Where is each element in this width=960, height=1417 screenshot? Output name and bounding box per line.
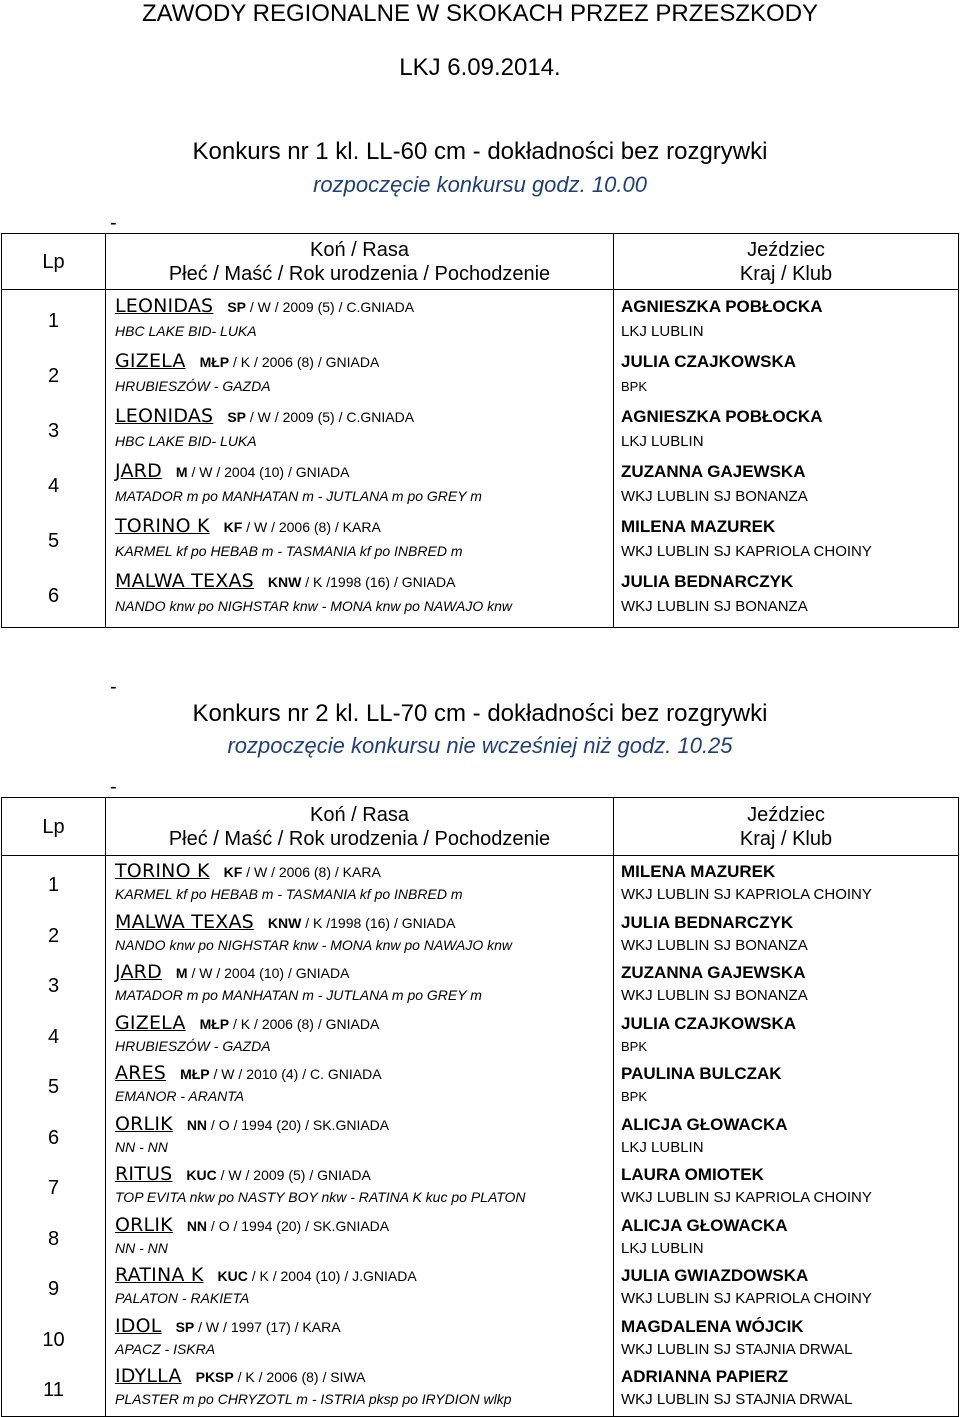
horse-entry xyxy=(106,1264,613,1315)
horse-pedigree: TOP EVITA nkw po NASTY BOY nkw - RATINA K kuc po PLATON xyxy=(115,1189,526,1205)
rider-name: LAURA OMIOTEK xyxy=(621,1165,764,1184)
horse-attributes: / K /1998 (16) / GNIADA xyxy=(301,914,456,931)
horse-line xyxy=(115,961,613,984)
horse-details xyxy=(196,1369,366,1385)
horse-name: IDYLLA xyxy=(115,1365,182,1387)
horse-attributes: / W / 2006 (8) / KARA xyxy=(242,864,381,880)
horse-entry xyxy=(106,569,613,624)
rider-entry xyxy=(614,1214,958,1265)
horse-pedigree: NANDO knw po NIGHSTAR knw - MONA knw po NAWAJO knw xyxy=(115,598,513,614)
event-date: LKJ 6.09.2014. xyxy=(399,54,561,81)
rider-club: WKJ LUBLIN SJ KAPRIOLA CHOINY xyxy=(621,886,872,903)
horse-details xyxy=(200,354,380,370)
horse-header-subtitle: Płeć / Maść / Rok urodzenia / Pochodzenie xyxy=(168,827,551,850)
horse-name: TORINO K xyxy=(115,515,210,537)
rider-name: ALICJA GŁOWACKA xyxy=(621,1114,788,1134)
horse-attributes: / W / 1997 (17) / KARA xyxy=(194,1318,341,1335)
horse-entry xyxy=(106,514,613,569)
horse-entry xyxy=(106,1315,613,1366)
table-header-row xyxy=(2,798,959,856)
entry-number: 6 xyxy=(47,1126,60,1149)
horse-name: RATINA K xyxy=(115,1264,204,1286)
rider-header xyxy=(614,234,959,290)
horse-header xyxy=(106,234,614,290)
horse-entry xyxy=(106,294,613,349)
breed-code: MŁP xyxy=(180,1066,210,1082)
rider-club: WKJ LUBLIN SJ KAPRIOLA CHOINY xyxy=(621,543,872,560)
rider-entry xyxy=(614,294,958,349)
horse-details xyxy=(187,1218,389,1234)
rider-entry xyxy=(614,961,958,1012)
horse-pedigree: PALATON - RAKIETA xyxy=(115,1290,250,1306)
rider-name: ALICJA GŁOWACKA xyxy=(621,1215,788,1235)
breed-code: SP xyxy=(227,409,247,425)
entry-number: 6 xyxy=(47,585,60,607)
rider-column xyxy=(614,856,959,1417)
horse-details xyxy=(227,409,414,425)
entry-number: 2 xyxy=(47,365,60,387)
horse-entry xyxy=(106,1012,613,1063)
horse-details xyxy=(227,299,414,315)
rider-entry xyxy=(614,459,958,514)
horse-details xyxy=(200,1016,380,1032)
rider-club: WKJ LUBLIN SJ BONANZA xyxy=(621,987,808,1004)
horse-attributes: / K / 2006 (8) / GNIADA xyxy=(229,1015,380,1032)
horse-pedigree: HRUBIESZÓW - GAZDA xyxy=(115,378,271,394)
horse-pedigree: PLASTER m po CHRYZOTL m - ISTRIA pksp po IRYDION wlkp xyxy=(115,1391,512,1407)
breed-code: KF xyxy=(223,864,243,880)
horse-attributes: / O / 1994 (20) / SK.GNIADA xyxy=(207,1217,390,1234)
horse-pedigree: HRUBIESZÓW - GAZDA xyxy=(115,1037,271,1054)
horse-line xyxy=(115,1062,613,1085)
horse-pedigree: NN - NN xyxy=(115,1138,168,1155)
entry-number: 3 xyxy=(47,420,60,442)
horse-name: IDOL xyxy=(115,1314,162,1337)
horse-details xyxy=(186,1167,370,1183)
horse-details xyxy=(176,965,350,981)
horse-entry xyxy=(106,349,613,404)
horse-header xyxy=(106,798,614,856)
rider-name: MILENA MAZUREK xyxy=(621,517,776,536)
dash-marker: - xyxy=(110,676,117,698)
horse-name: RITUS xyxy=(115,1163,173,1185)
horse-entry xyxy=(106,860,613,911)
horse-line xyxy=(115,514,613,539)
lp-header: Lp xyxy=(2,234,106,290)
horse-entry xyxy=(106,404,613,459)
rider-entry xyxy=(614,1264,958,1315)
horse-pedigree: HBC LAKE BID- LUKA xyxy=(115,323,257,339)
horse-attributes: / W / 2009 (5) / C.GNIADA xyxy=(246,299,415,315)
breed-code: NN xyxy=(186,1217,208,1234)
entry-number: 2 xyxy=(47,924,60,947)
horse-line xyxy=(115,860,613,883)
horse-line xyxy=(115,911,613,934)
horse-details xyxy=(224,519,381,535)
rider-club: LKJ LUBLIN xyxy=(621,323,704,340)
rider-name: MILENA MAZUREK xyxy=(621,862,776,881)
horse-line xyxy=(115,1012,613,1035)
entry-number: 4 xyxy=(47,1025,60,1048)
rider-header-subtitle: Kraj / Klub xyxy=(739,262,833,285)
horse-attributes: / O / 1994 (20) / SK.GNIADA xyxy=(207,1116,390,1133)
entry-number: 1 xyxy=(47,874,60,896)
rider-club: BPK xyxy=(621,379,648,394)
competition1-start-time: rozpoczęcie konkursu godz. 10.00 xyxy=(313,172,647,197)
rider-club: LKJ LUBLIN xyxy=(621,433,704,450)
lp-header: Lp xyxy=(2,798,106,856)
horse-pedigree: MATADOR m po MANHATAN m - JUTLANA m po GREY m xyxy=(115,987,482,1003)
entry-number: 5 xyxy=(47,530,60,552)
horse-attributes: / W / 2004 (10) / GNIADA xyxy=(187,965,350,981)
horse-header-title: Koń / Rasa xyxy=(310,803,409,826)
horse-details xyxy=(187,1117,389,1133)
horse-attributes: / W / 2010 (4) / C. GNIADA xyxy=(209,1066,382,1082)
rider-name: ZUZANNA GAJEWSKA xyxy=(621,462,806,481)
rider-entry xyxy=(614,1315,958,1366)
rider-header-title: Jeździec xyxy=(747,803,825,826)
horse-name: MALWA TEXAS xyxy=(115,910,254,933)
entry-number: 4 xyxy=(47,475,60,497)
horse-name: JARD xyxy=(115,460,162,482)
lp-column xyxy=(2,290,106,628)
rider-name: JULIA GWIAZDOWSKA xyxy=(621,1266,809,1285)
rider-name: MAGDALENA WÓJCIK xyxy=(621,1316,804,1336)
entry-number: 11 xyxy=(43,1379,64,1401)
rider-header-title: Jeździec xyxy=(747,238,825,261)
horse-entry xyxy=(106,1062,613,1113)
entry-number: 5 xyxy=(47,1076,60,1098)
rider-entry xyxy=(614,1062,958,1113)
horse-pedigree: NANDO knw po NIGHSTAR knw - MONA knw po NAWAJO knw xyxy=(115,936,513,953)
entry-number: 10 xyxy=(42,1328,65,1351)
rider-entry xyxy=(614,1163,958,1214)
horse-pedigree: HBC LAKE BID- LUKA xyxy=(115,433,257,449)
horse-name: ARES xyxy=(115,1062,167,1084)
rider-club: WKJ LUBLIN SJ KAPRIOLA CHOINY xyxy=(621,1290,872,1307)
rider-name: PAULINA BULCZAK xyxy=(621,1064,782,1083)
horse-name: ORLIK xyxy=(115,1112,173,1135)
rider-column xyxy=(614,290,959,628)
horse-header-title: Koń / Rasa xyxy=(310,238,409,261)
competition2-body xyxy=(2,856,959,1417)
rider-entry xyxy=(614,514,958,569)
horse-pedigree: APACZ - ISKRA xyxy=(115,1340,216,1357)
horse-entry xyxy=(106,1113,613,1164)
rider-entry xyxy=(614,569,958,624)
horse-attributes: / K / 2006 (8) / SIWA xyxy=(233,1369,366,1385)
rider-club: LKJ LUBLIN xyxy=(621,1239,704,1257)
competition1-body xyxy=(2,290,959,628)
horse-line xyxy=(115,459,613,484)
rider-entry xyxy=(614,349,958,404)
breed-code: M xyxy=(175,965,188,981)
breed-code: M xyxy=(175,464,188,480)
competition2-table xyxy=(1,797,959,1417)
horse-attributes: / W / 2004 (10) / GNIADA xyxy=(187,464,350,480)
horse-line xyxy=(115,1264,613,1287)
lp-column xyxy=(2,856,106,1417)
entry-number: 7 xyxy=(47,1177,60,1199)
competition2-title: Konkurs nr 2 kl. LL-70 cm - dokładności bez rozgrywki xyxy=(192,700,768,727)
horse-column xyxy=(106,856,614,1417)
horse-details xyxy=(268,915,456,931)
competition1-table xyxy=(1,233,959,628)
horse-name: LEONIDAS xyxy=(115,405,214,427)
breed-code: KF xyxy=(223,519,243,535)
horse-header-subtitle: Płeć / Maść / Rok urodzenia / Pochodzenie xyxy=(168,262,551,285)
breed-code: KUC xyxy=(186,1167,217,1183)
horse-line xyxy=(115,1365,613,1388)
breed-code: KNW xyxy=(267,914,302,931)
breed-code: SP xyxy=(175,1318,195,1335)
dash-marker: - xyxy=(110,776,117,798)
breed-code: NN xyxy=(186,1116,208,1133)
horse-details xyxy=(180,1066,382,1082)
event-title: ZAWODY REGIONALNE W SKOKACH PRZEZ PRZESZKODY xyxy=(141,0,819,27)
rider-club: WKJ LUBLIN SJ BONANZA xyxy=(621,598,808,615)
horse-entry xyxy=(106,961,613,1012)
rider-entry xyxy=(614,1113,958,1164)
entry-number: 3 xyxy=(47,975,60,997)
horse-details xyxy=(176,464,350,480)
rider-name: ADRIANNA PAPIERZ xyxy=(621,1367,789,1386)
horse-line xyxy=(115,404,613,429)
horse-line xyxy=(115,294,613,319)
horse-line xyxy=(115,569,613,594)
horse-name: LEONIDAS xyxy=(115,295,214,317)
horse-line xyxy=(115,1315,613,1338)
horse-pedigree: KARMEL kf po HEBAB m - TASMANIA kf po INBRED m xyxy=(115,886,463,902)
breed-code: KUC xyxy=(217,1268,248,1284)
rider-club: WKJ LUBLIN SJ STAJNIA DRWAL xyxy=(621,1391,853,1408)
horse-entry xyxy=(106,1365,613,1416)
horse-details xyxy=(268,574,456,590)
horse-entry xyxy=(106,1163,613,1214)
horse-name: GIZELA xyxy=(115,350,186,372)
breed-code: KNW xyxy=(267,574,302,590)
horse-column xyxy=(106,290,614,628)
rider-club: LKJ LUBLIN xyxy=(621,1138,704,1156)
rider-name: JULIA BEDNARCZYK xyxy=(621,912,794,932)
breed-code: MŁP xyxy=(199,354,230,370)
rider-name: JULIA BEDNARCZYK xyxy=(621,572,794,591)
rider-club: WKJ LUBLIN SJ BONANZA xyxy=(621,936,808,954)
competition1-title: Konkurs nr 1 kl. LL-60 cm - dokładności bez rozgrywki xyxy=(192,138,768,165)
horse-name: JARD xyxy=(115,961,162,983)
rider-entry xyxy=(614,404,958,459)
breed-code: MŁP xyxy=(199,1015,230,1032)
rider-club: WKJ LUBLIN SJ BONANZA xyxy=(621,488,808,505)
rider-club: WKJ LUBLIN SJ STAJNIA DRWAL xyxy=(621,1340,853,1358)
dash-marker: - xyxy=(110,212,117,234)
rider-name: JULIA CZAJKOWSKA xyxy=(621,352,797,371)
table-header-row xyxy=(2,234,959,290)
breed-code: SP xyxy=(227,299,247,315)
rider-name: ZUZANNA GAJEWSKA xyxy=(621,963,806,982)
horse-attributes: / K / 2006 (8) / GNIADA xyxy=(229,354,380,370)
entry-number: 9 xyxy=(47,1278,60,1300)
horse-attributes: / W / 2009 (5) / C.GNIADA xyxy=(246,409,415,425)
rider-club: BPK xyxy=(621,1089,648,1104)
horse-line xyxy=(115,1163,613,1186)
horse-attributes: / W / 2006 (8) / KARA xyxy=(242,519,381,535)
horse-line xyxy=(115,1113,613,1136)
breed-code: PKSP xyxy=(195,1369,234,1385)
horse-details xyxy=(217,1268,416,1284)
rider-entry xyxy=(614,1365,958,1416)
rider-header xyxy=(614,798,959,856)
horse-entry xyxy=(106,459,613,514)
horse-pedigree: NN - NN xyxy=(115,1239,168,1256)
competition2-start-time: rozpoczęcie konkursu nie wcześniej niż godz. 10.25 xyxy=(227,733,733,758)
rider-entry xyxy=(614,911,958,962)
horse-name: TORINO K xyxy=(115,860,210,882)
horse-entry xyxy=(106,911,613,962)
rider-club: BPK xyxy=(621,1038,648,1054)
horse-details xyxy=(224,864,381,880)
rider-entry xyxy=(614,860,958,911)
horse-attributes: / K /1998 (16) / GNIADA xyxy=(301,574,456,590)
entry-number: 1 xyxy=(47,310,60,332)
horse-details xyxy=(176,1319,341,1335)
rider-name: AGNIESZKA POBŁOCKA xyxy=(621,297,823,316)
entry-number: 8 xyxy=(47,1227,60,1250)
rider-club: WKJ LUBLIN SJ KAPRIOLA CHOINY xyxy=(621,1189,872,1206)
horse-attributes: / K / 2004 (10) / J.GNIADA xyxy=(247,1268,417,1284)
horse-entry xyxy=(106,1214,613,1265)
horse-name: ORLIK xyxy=(115,1213,173,1236)
horse-pedigree: EMANOR - ARANTA xyxy=(115,1088,245,1104)
horse-line xyxy=(115,349,613,374)
rider-name: AGNIESZKA POBŁOCKA xyxy=(621,407,823,426)
horse-pedigree: MATADOR m po MANHATAN m - JUTLANA m po GREY m xyxy=(115,488,482,504)
horse-attributes: / W / 2009 (5) / GNIADA xyxy=(216,1167,371,1183)
horse-line xyxy=(115,1214,613,1237)
rider-header-subtitle: Kraj / Klub xyxy=(739,827,833,850)
horse-name: GIZELA xyxy=(115,1011,186,1034)
rider-name: JULIA CZAJKOWSKA xyxy=(621,1013,797,1033)
rider-entry xyxy=(614,1012,958,1063)
horse-pedigree: KARMEL kf po HEBAB m - TASMANIA kf po INBRED m xyxy=(115,543,463,559)
horse-name: MALWA TEXAS xyxy=(115,570,254,592)
